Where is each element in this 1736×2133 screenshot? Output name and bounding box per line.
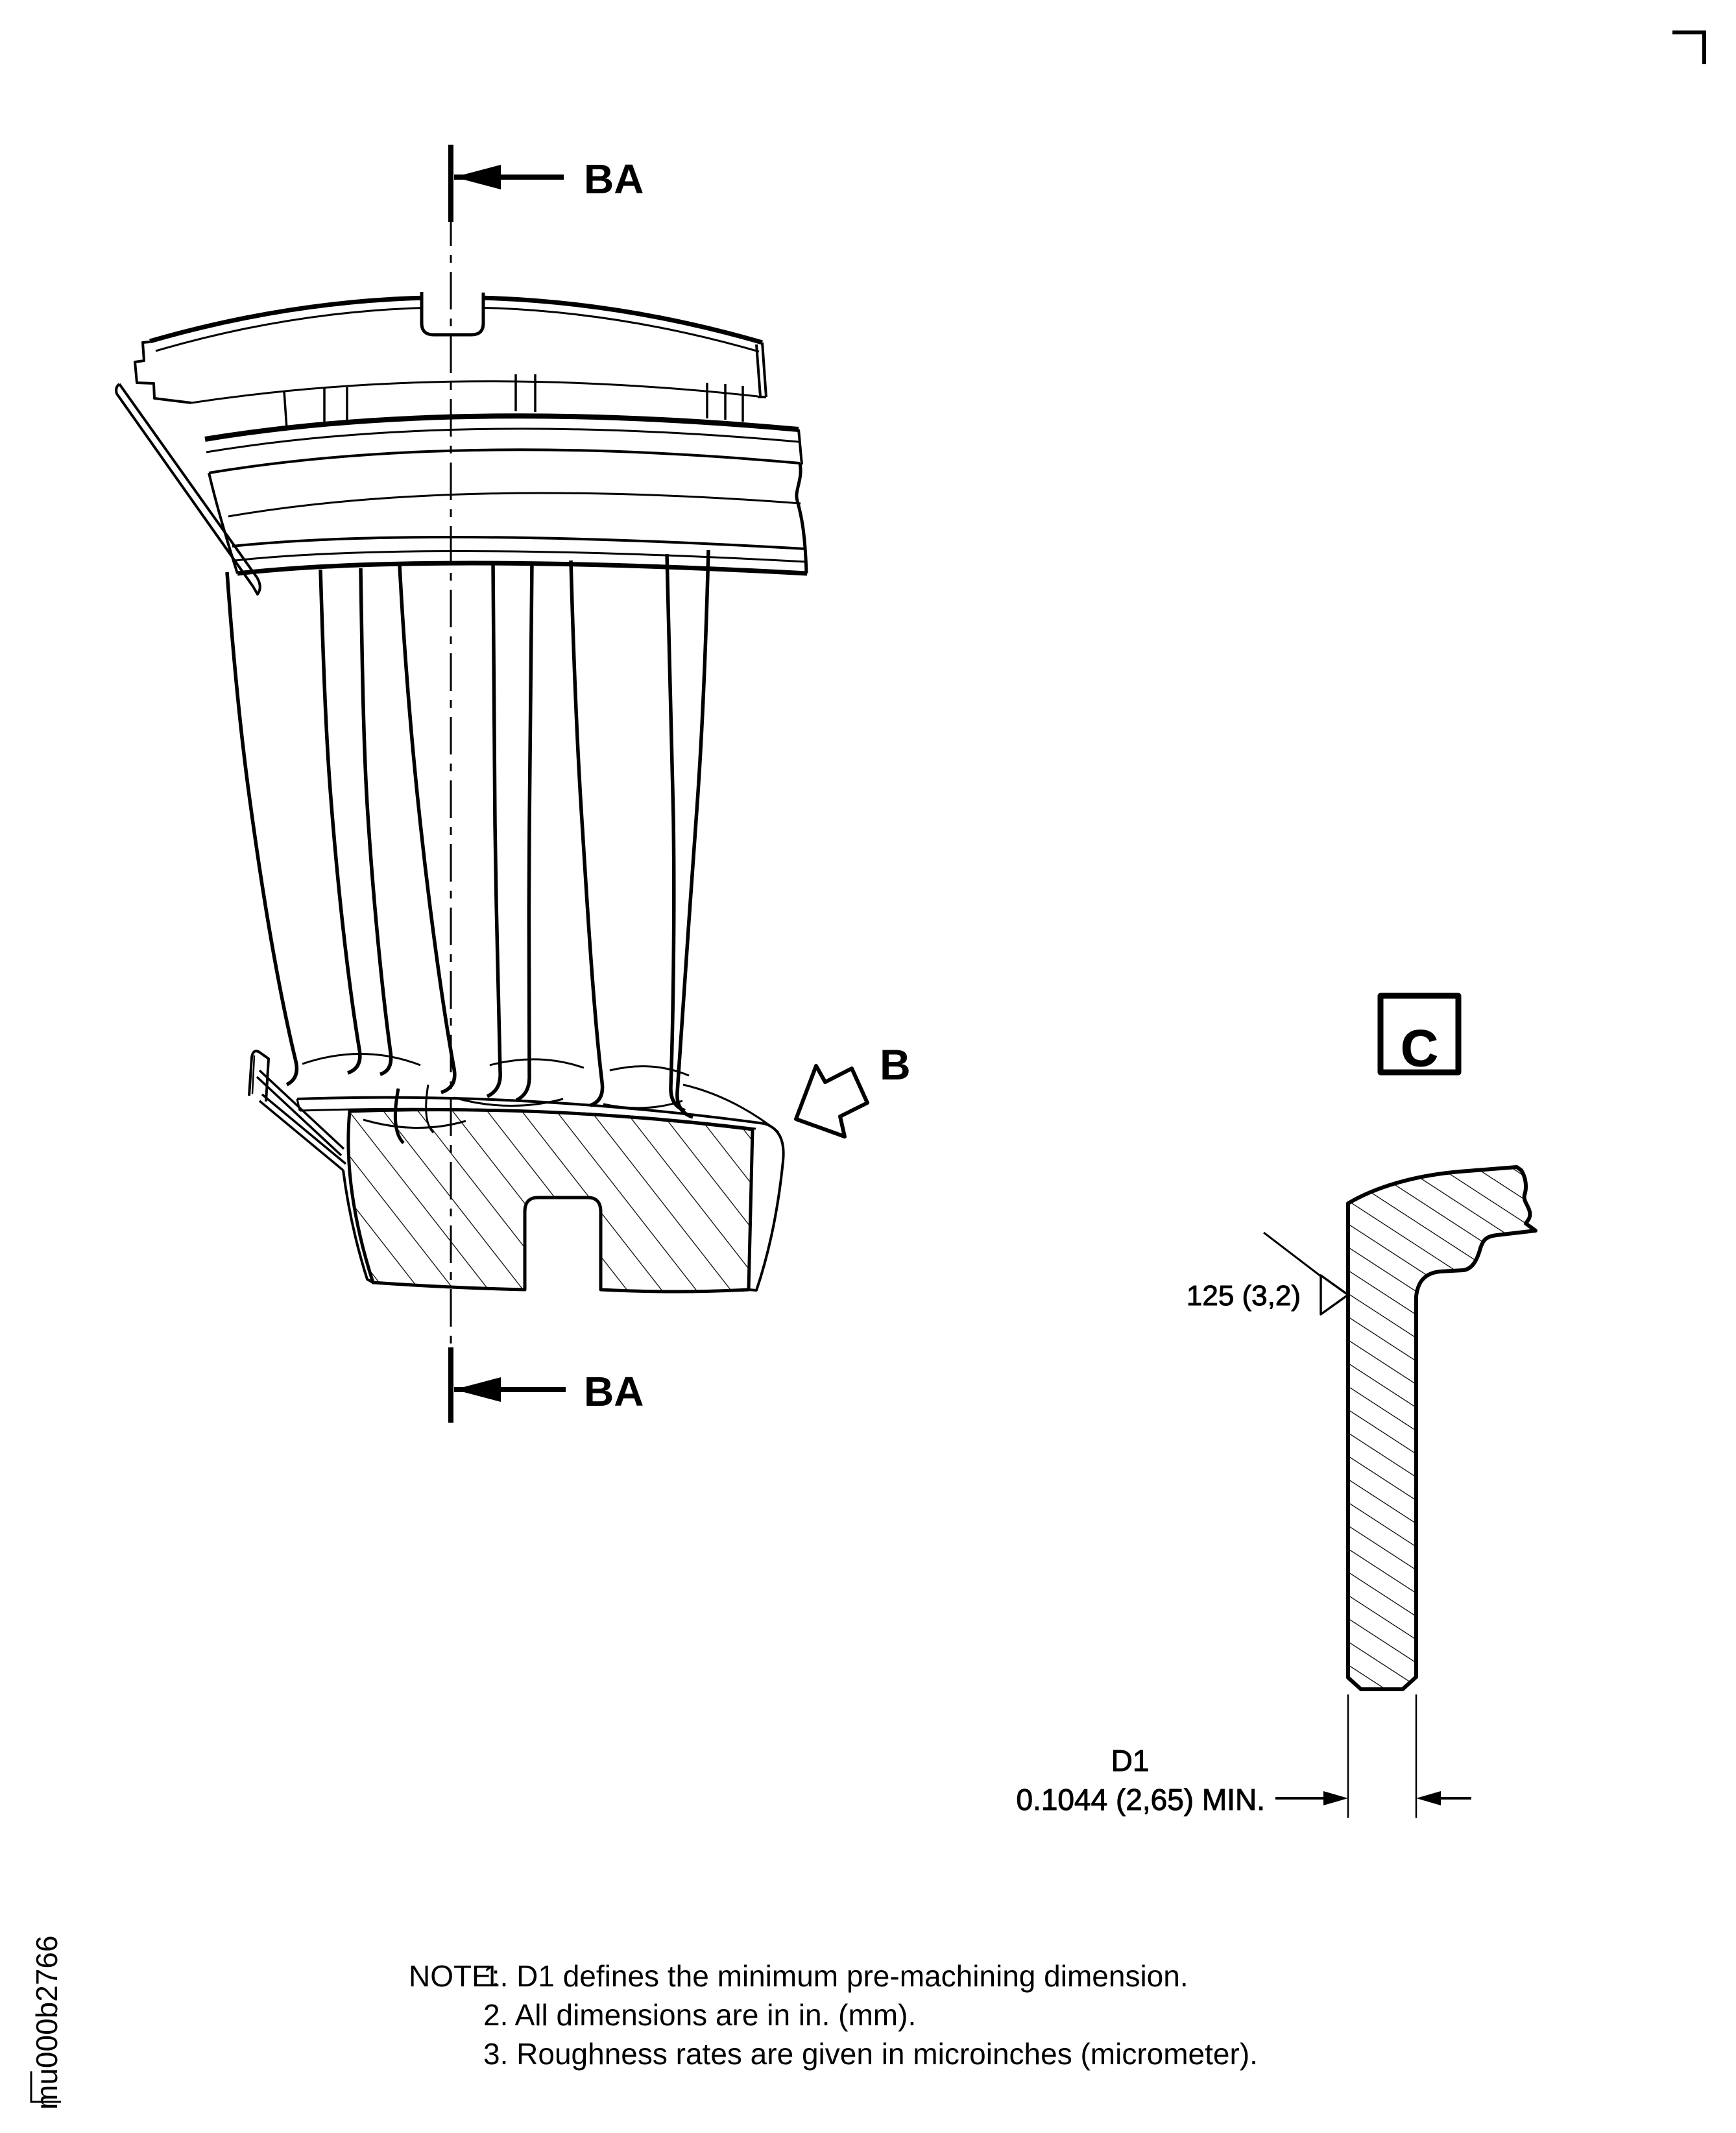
notes-heading: NOTE: xyxy=(409,1959,500,1993)
dim-name: D1 xyxy=(1111,1744,1150,1778)
view-arrow-b-label: B xyxy=(880,1041,911,1089)
section-label-top: BA xyxy=(584,156,644,202)
roughness-value: 125 (3,2) xyxy=(1186,1280,1301,1312)
detail-c-label: C xyxy=(1401,1019,1438,1078)
section-label-bottom: BA xyxy=(584,1368,644,1415)
dim-value: 0.1044 (2,65) MIN. xyxy=(1016,1783,1265,1816)
note-line-1: 1. D1 defines the minimum pre-machining dimension. xyxy=(483,1959,1188,1993)
doc-number: mu000b2766 xyxy=(30,1935,64,2110)
note-line-2: 2. All dimensions are in in. (mm). xyxy=(483,1998,917,2032)
note-line-3: 3. Roughness rates are given in microinches (micrometer). xyxy=(483,2037,1258,2071)
